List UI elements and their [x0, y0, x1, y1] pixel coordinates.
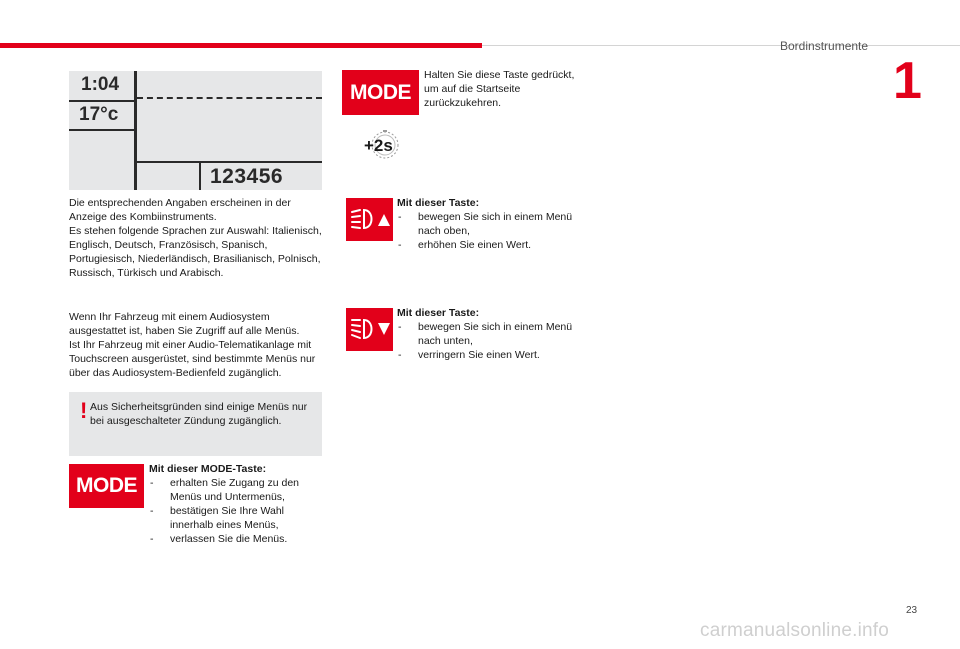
mode-hold-text: Halten Sie diese Taste gedrückt, um auf die Startseite zurückzukehren.: [424, 69, 575, 109]
headlamp-up-icon: [346, 198, 393, 241]
list-item: - verlassen Sie die Menüs.: [149, 532, 324, 546]
display-divider: [69, 129, 135, 131]
instrument-display-illustration: [69, 71, 322, 190]
audio-text: Wenn Ihr Fahrzeug mit einem Audiosystem ausgestattet ist, haben Sie Zugriff auf alle Menüs. Ist Ihr Fahrzeug mit einer Audio-Telematikanlage mit Touchscreen ausgerüstet, sind bestimmte Menüs nur über das Audiosystem-Bedienfeld zugänglich.: [69, 311, 316, 379]
up-button-description: [397, 196, 582, 252]
headlamp-down-icon: [346, 308, 393, 351]
header-rule: [482, 45, 960, 46]
headlamp-down-button: [346, 308, 393, 351]
display-odometer: 123456: [210, 165, 284, 188]
display-temperature: 17°c: [79, 104, 119, 125]
down-button-title: Mit dieser Taste:: [397, 307, 480, 319]
warning-box: [69, 392, 322, 456]
timer-label: +2s: [364, 136, 393, 155]
mode-button-description: [149, 462, 324, 546]
languages-paragraph: [69, 196, 329, 280]
headlamp-up-button: [346, 198, 393, 241]
warning-text: Aus Sicherheitsgründen sind einige Menüs nur bei ausgeschalteter Zündung zugänglich.: [90, 401, 308, 427]
list-item: - verringern Sie einen Wert.: [397, 348, 582, 362]
mode-button: MODE: [69, 464, 144, 508]
list-item: - erhöhen Sie einen Wert.: [397, 238, 582, 252]
stopwatch-icon: [360, 130, 404, 160]
watermark: carmanualsonline.info: [700, 620, 890, 641]
down-button-description: [397, 306, 582, 362]
up-button-list: [397, 210, 582, 252]
display-time: 1:04: [81, 74, 120, 95]
section-title: Bordinstrumente: [780, 39, 869, 53]
header-accent-bar: [0, 43, 482, 48]
list-item: - bestätigen Sie Ihre Wahl innerhalb eines Menüs,: [149, 504, 324, 532]
down-button-list: [397, 320, 582, 362]
page-number: 23: [906, 605, 918, 616]
warning-icon: !: [80, 398, 88, 423]
mode-button-title: Mit dieser MODE-Taste:: [149, 463, 267, 475]
display-divider: [135, 161, 322, 163]
list-item: - bewegen Sie sich in einem Menü nach oben,: [397, 210, 582, 238]
up-button-title: Mit dieser Taste:: [397, 197, 480, 209]
display-divider: [199, 161, 201, 190]
chapter-number: 1: [893, 52, 922, 110]
display-dashed-line: [137, 97, 322, 99]
list-item: - bewegen Sie sich in einem Menü nach unten,: [397, 320, 582, 348]
mode-hold-button: MODE: [342, 70, 419, 115]
display-divider: [69, 100, 135, 102]
list-item: - erhalten Sie Zugang zu den Menüs und Untermenüs,: [149, 476, 324, 504]
audio-paragraph: [69, 310, 329, 380]
mode-button-list: [149, 476, 324, 546]
languages-text: Die entsprechenden Angaben erscheinen in der Anzeige des Kombiinstruments. Es stehen folgende Sprachen zur Auswahl: Italienisch, Englisch, Deutsch, Französisch, Spanisch, Portugiesisch, Niederländisch, Brasilianisch, Polnisch, Russisch, Türkisch und Arabisch.: [69, 197, 322, 279]
